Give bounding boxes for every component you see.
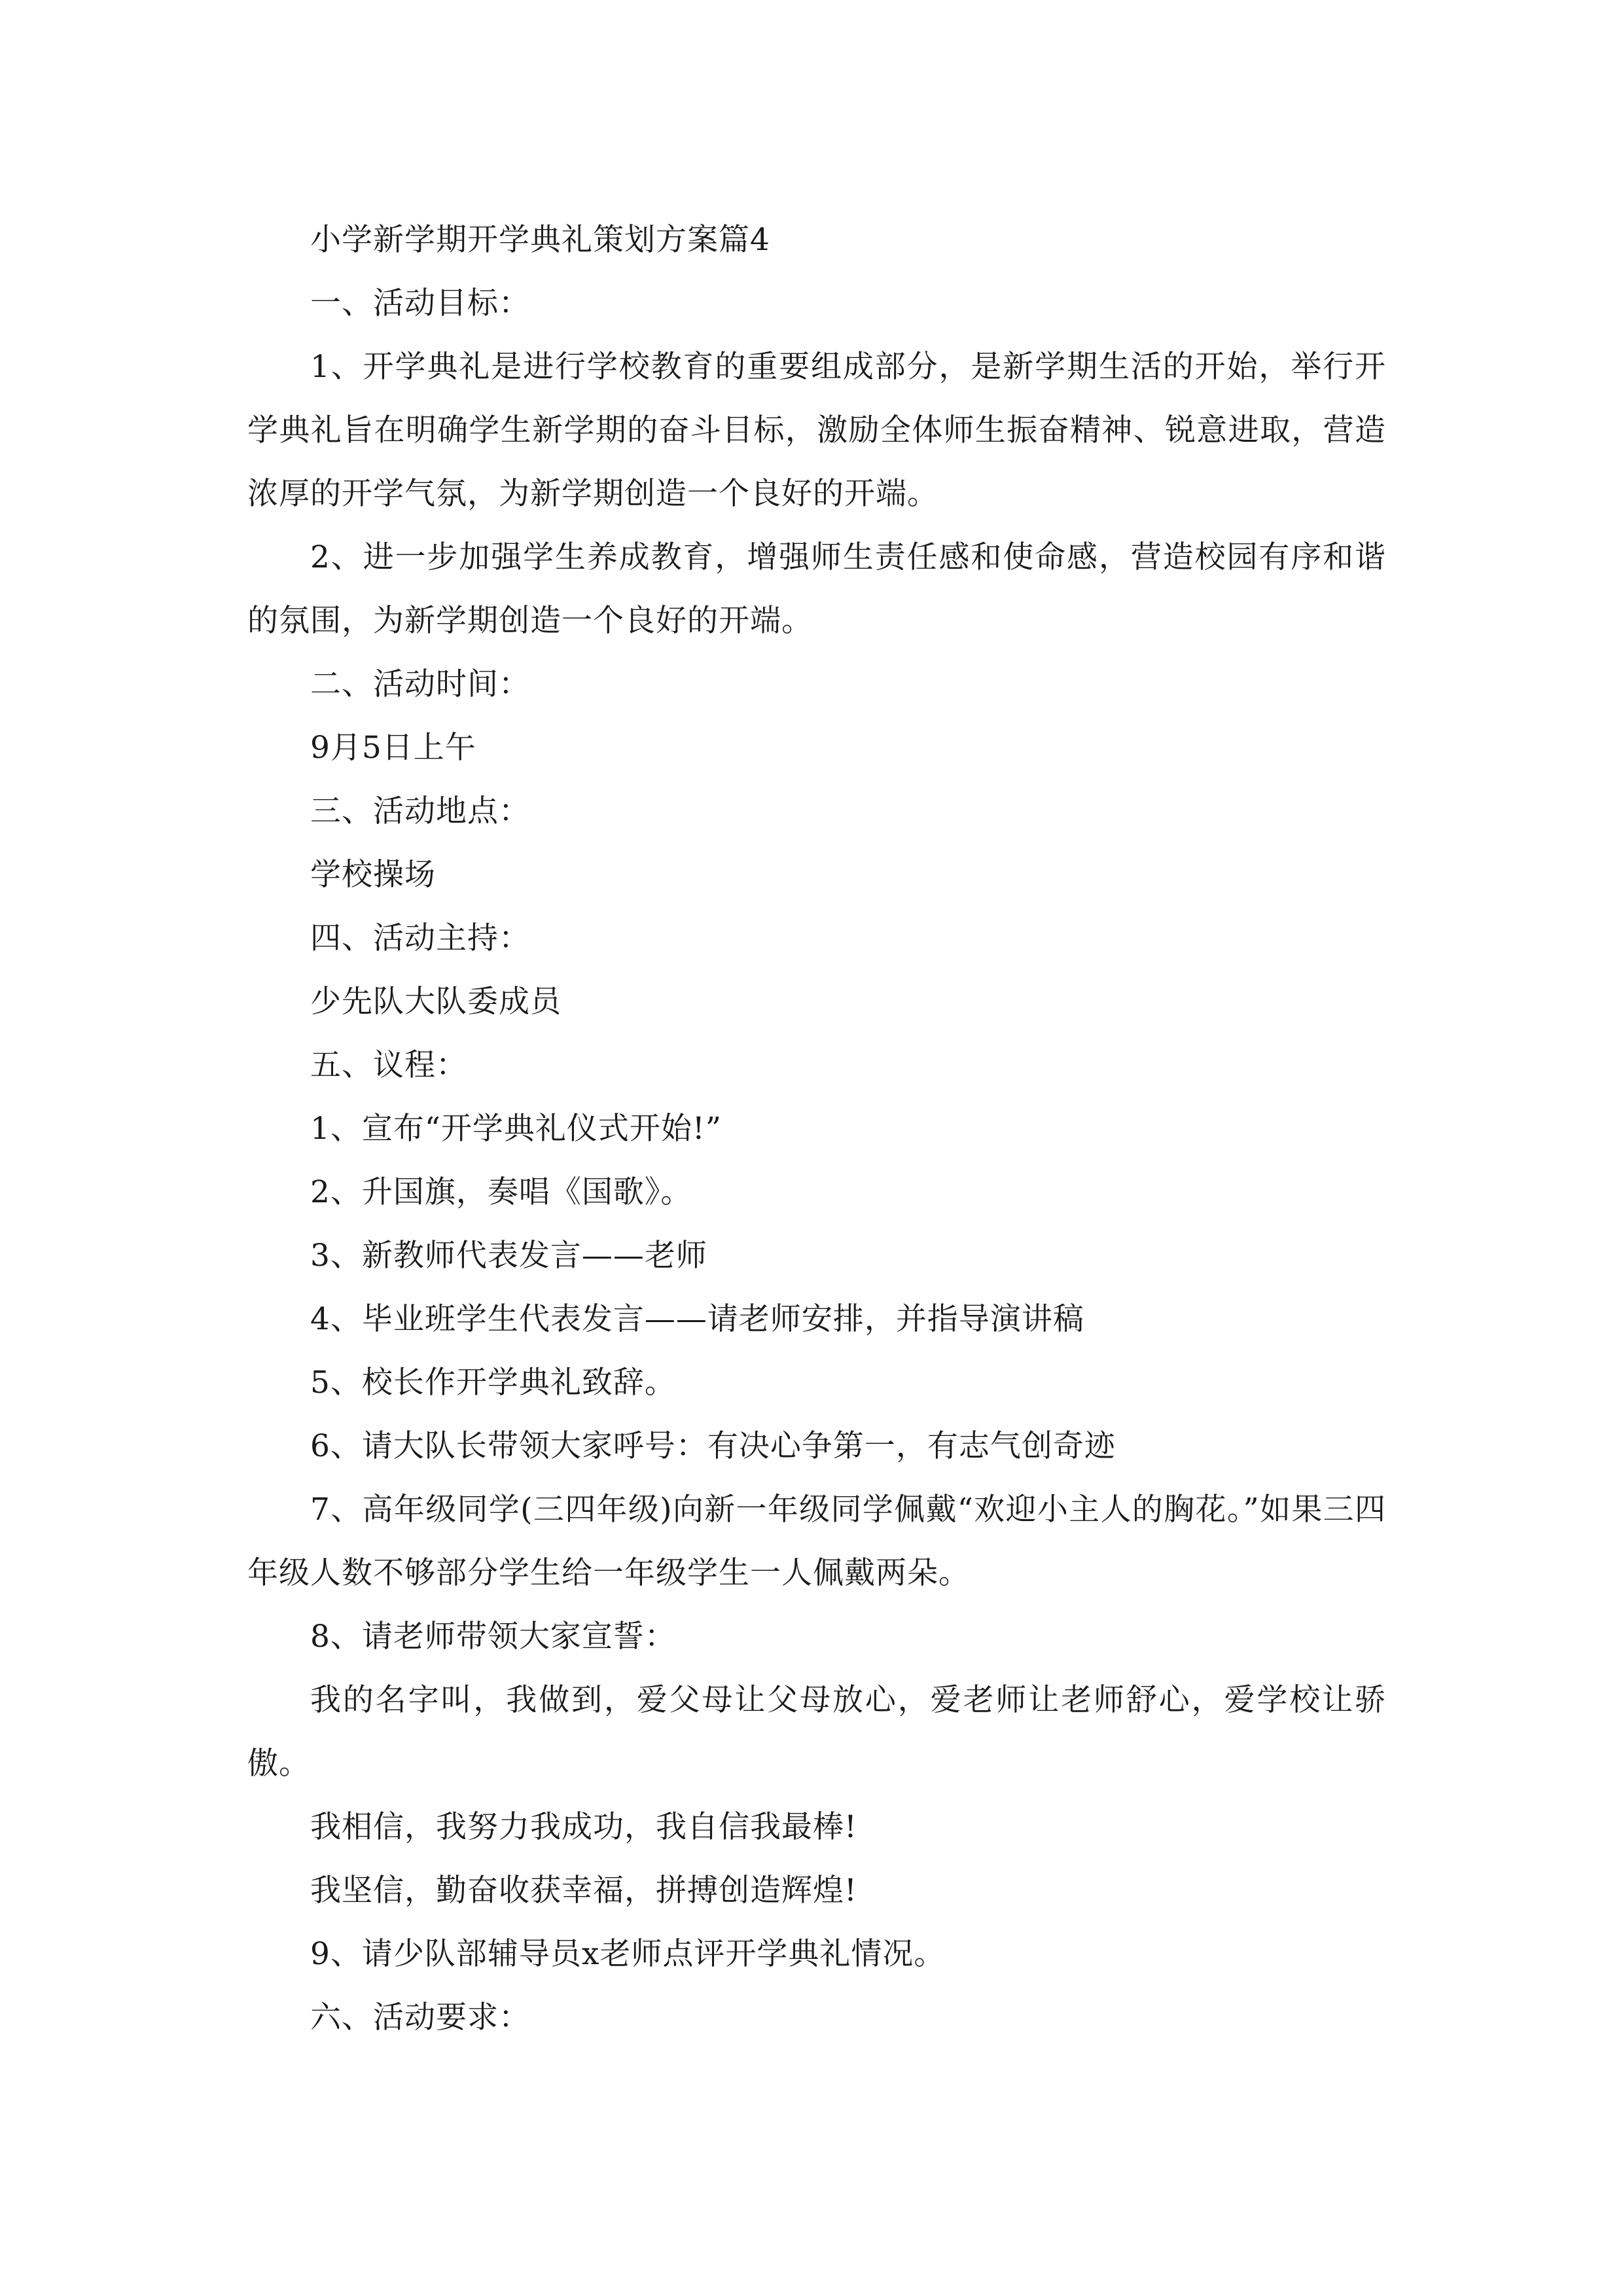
paragraph: 1、开学典礼是进行学校教育的重要组成部分，是新学期生活的开始，举行开学典礼旨在明确学生新学期的奋斗目标，激励全体师生振奋精神、锐意进取，营造浓厚的开学气氛，为新学期创造一个良好的开端。 xyxy=(247,349,1386,512)
oath-line: 我坚信，勤奋收获幸福，拼搏创造辉煌! xyxy=(310,1873,857,1909)
document-title: 小学新学期开学典礼策划方案篇4 xyxy=(310,222,770,258)
oath-line: 我相信，我努力我成功，我自信我最棒! xyxy=(310,1809,857,1845)
paragraph: 少先队大队委成员 xyxy=(310,984,562,1020)
section-heading: 六、活动要求： xyxy=(310,2000,530,2036)
section-heading: 一、活动目标： xyxy=(310,285,530,321)
document-body xyxy=(247,208,1386,2049)
agenda-item: 9、请少队部辅导员x老师点评开学典礼情况。 xyxy=(310,1936,946,1972)
agenda-item: 5、校长作开学典礼致辞。 xyxy=(310,1365,676,1401)
agenda-item: 2、升国旗，奏唱《国歌》。 xyxy=(310,1174,692,1210)
oath-line: 我的名字叫，我做到，爱父母让父母放心，爱老师让老师舒心，爱学校让骄傲。 xyxy=(247,1682,1386,1782)
paragraph: 9月5日上午 xyxy=(310,730,476,766)
paragraph: 学校操场 xyxy=(310,857,436,893)
section-heading: 三、活动地点： xyxy=(310,793,530,829)
agenda-item: 4、毕业班学生代表发言——请老师安排，并指导演讲稿 xyxy=(310,1301,1084,1337)
agenda-item: 8、请老师带领大家宣誓： xyxy=(310,1619,676,1655)
section-heading: 五、议程： xyxy=(310,1047,467,1083)
agenda-item: 6、请大队长带领大家呼号：有决心争第一，有志气创奇迹 xyxy=(310,1428,1116,1464)
section-heading: 二、活动时间： xyxy=(310,666,530,702)
agenda-item: 1、宣布“开学典礼仪式开始!” xyxy=(310,1111,722,1147)
paragraph: 2、进一步加强学生养成教育，增强师生责任感和使命感，营造校园有序和谐的氛围，为新学期创造一个良好的开端。 xyxy=(247,539,1386,639)
agenda-item: 7、高年级同学(三四年级)向新一年级同学佩戴“欢迎小主人的胸花。”如果三四年级人数不够部分学生给一年级学生一人佩戴两朵。 xyxy=(247,1492,1386,1591)
section-heading: 四、活动主持： xyxy=(310,920,530,956)
agenda-item: 3、新教师代表发言——老师 xyxy=(310,1238,707,1274)
